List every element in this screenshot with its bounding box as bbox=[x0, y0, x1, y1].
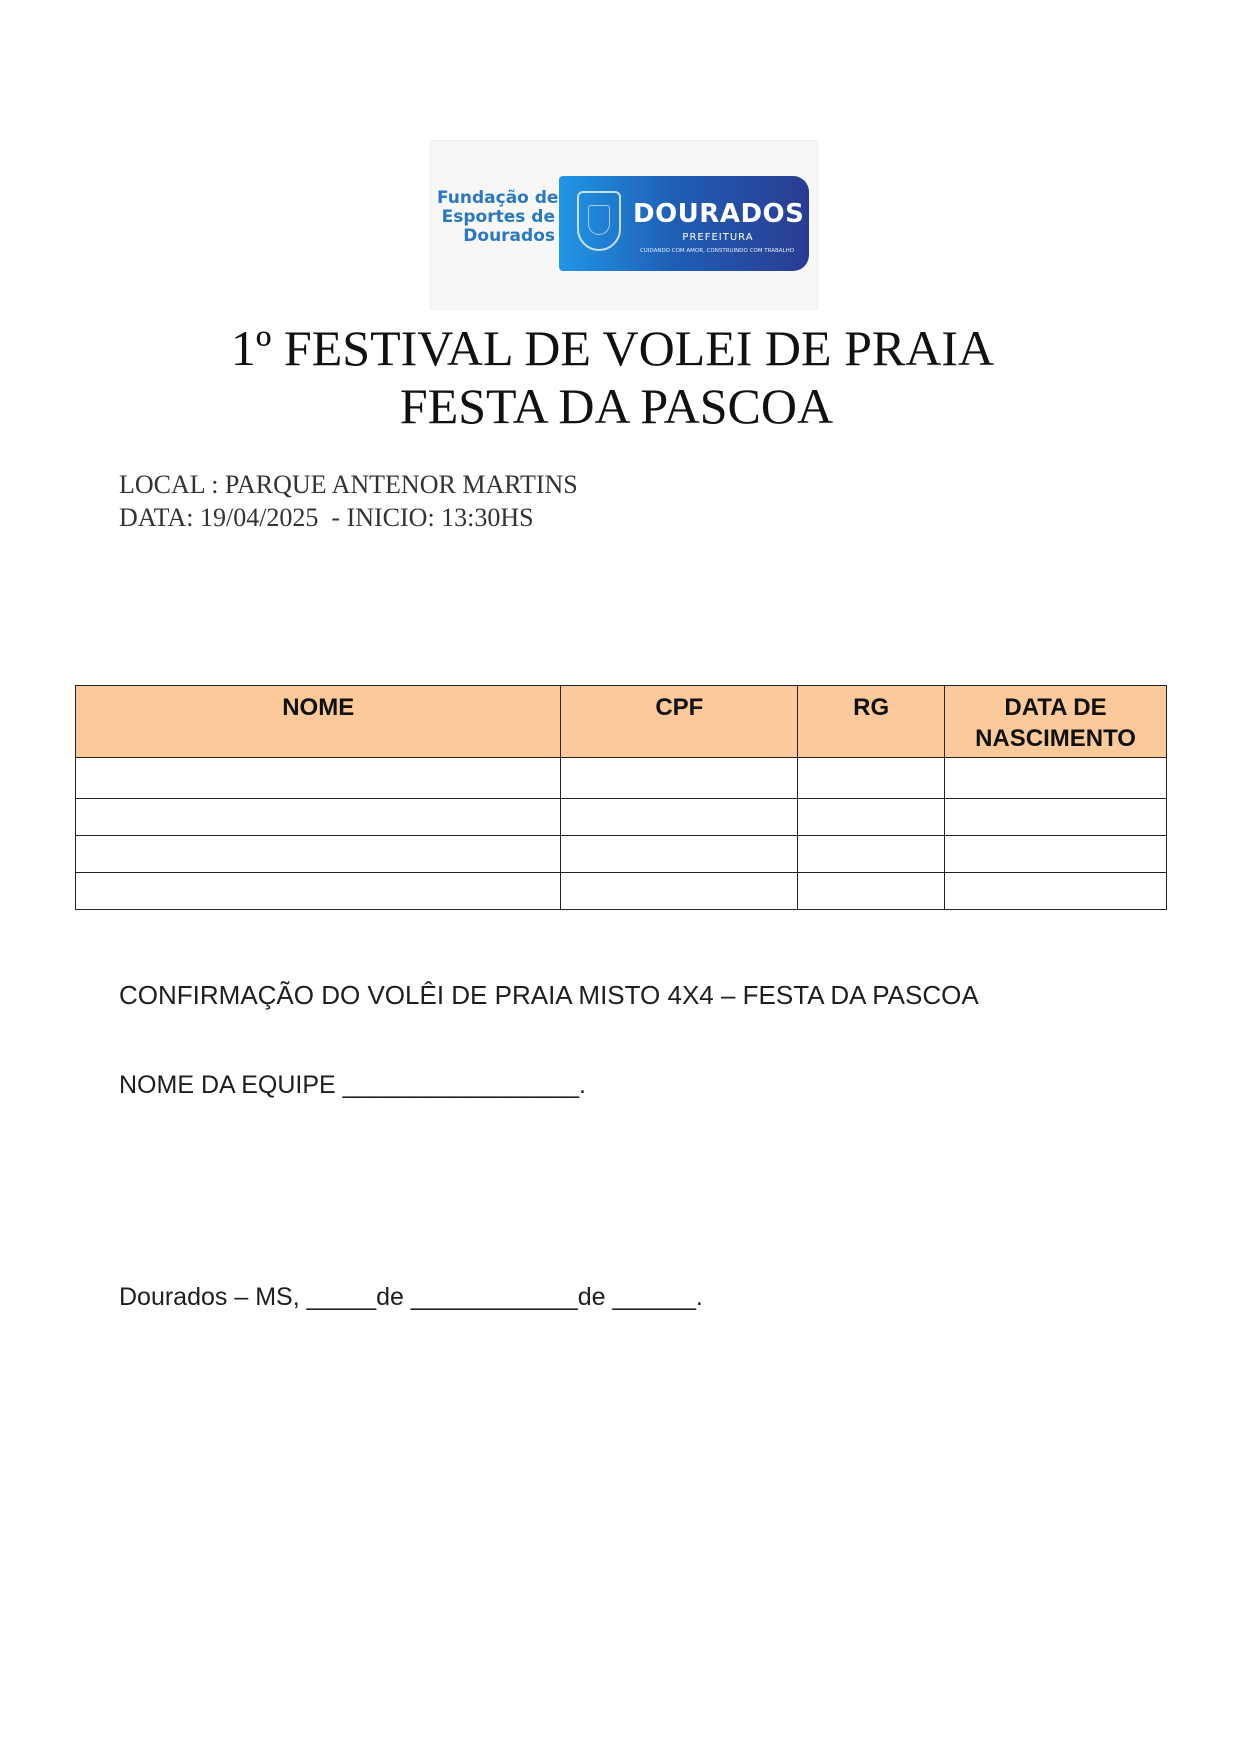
table-cell[interactable] bbox=[798, 758, 945, 799]
foundation-line-1: Fundação de bbox=[437, 188, 559, 208]
registration-table bbox=[75, 685, 1167, 910]
table-cell[interactable] bbox=[561, 836, 798, 873]
table-cell[interactable] bbox=[76, 873, 561, 910]
brand-tagline: CUIDANDO COM AMOR, CONSTRUINDO COM TRABALHO bbox=[639, 248, 795, 254]
prefeitura-badge bbox=[559, 176, 809, 271]
brand-name: DOURADOS bbox=[633, 199, 805, 229]
table-cell[interactable] bbox=[945, 836, 1167, 873]
table-cell[interactable] bbox=[76, 836, 561, 873]
table-row bbox=[76, 836, 1167, 873]
place-date-line: Dourados – MS, _____de ____________de ______. bbox=[119, 1283, 703, 1311]
table-cell[interactable] bbox=[798, 873, 945, 910]
table-cell[interactable] bbox=[76, 799, 561, 836]
team-name-line: NOME DA EQUIPE _________________. bbox=[119, 1071, 586, 1099]
table-header-row bbox=[76, 686, 1167, 758]
column-header-cpf: CPF bbox=[561, 686, 798, 758]
city-crest-icon bbox=[577, 191, 621, 251]
table-cell[interactable] bbox=[561, 758, 798, 799]
event-date: DATA: 19/04/2025 - INICIO: 13:30HS bbox=[119, 503, 534, 532]
table-cell[interactable] bbox=[945, 758, 1167, 799]
table-cell[interactable] bbox=[561, 799, 798, 836]
table-cell[interactable] bbox=[798, 799, 945, 836]
table-row bbox=[76, 799, 1167, 836]
table-cell[interactable] bbox=[798, 836, 945, 873]
column-header-data-nascimento: DATA DE NASCIMENTO bbox=[945, 686, 1167, 758]
table-cell[interactable] bbox=[76, 758, 561, 799]
confirmation-heading: CONFIRMAÇÃO DO VOLÊI DE PRAIA MISTO 4X4 – FESTA DA PASCOA bbox=[119, 980, 979, 1010]
column-header-rg: RG bbox=[798, 686, 945, 758]
event-subtitle: FESTA DA PASCOA bbox=[399, 378, 834, 434]
logo bbox=[430, 140, 818, 310]
event-location: LOCAL : PARQUE ANTENOR MARTINS bbox=[119, 470, 578, 499]
event-title: 1º FESTIVAL DE VOLEI DE PRAIA bbox=[230, 320, 995, 376]
foundation-line-3: Dourados bbox=[463, 226, 555, 246]
table-cell[interactable] bbox=[561, 873, 798, 910]
table-cell[interactable] bbox=[945, 873, 1167, 910]
table-row bbox=[76, 758, 1167, 799]
brand-subtitle: PREFEITURA bbox=[682, 232, 754, 243]
foundation-logo-text bbox=[437, 188, 559, 246]
table-cell[interactable] bbox=[945, 799, 1167, 836]
table-row bbox=[76, 873, 1167, 910]
column-header-nome: NOME bbox=[76, 686, 561, 758]
foundation-line-2: Esportes de bbox=[441, 207, 555, 227]
